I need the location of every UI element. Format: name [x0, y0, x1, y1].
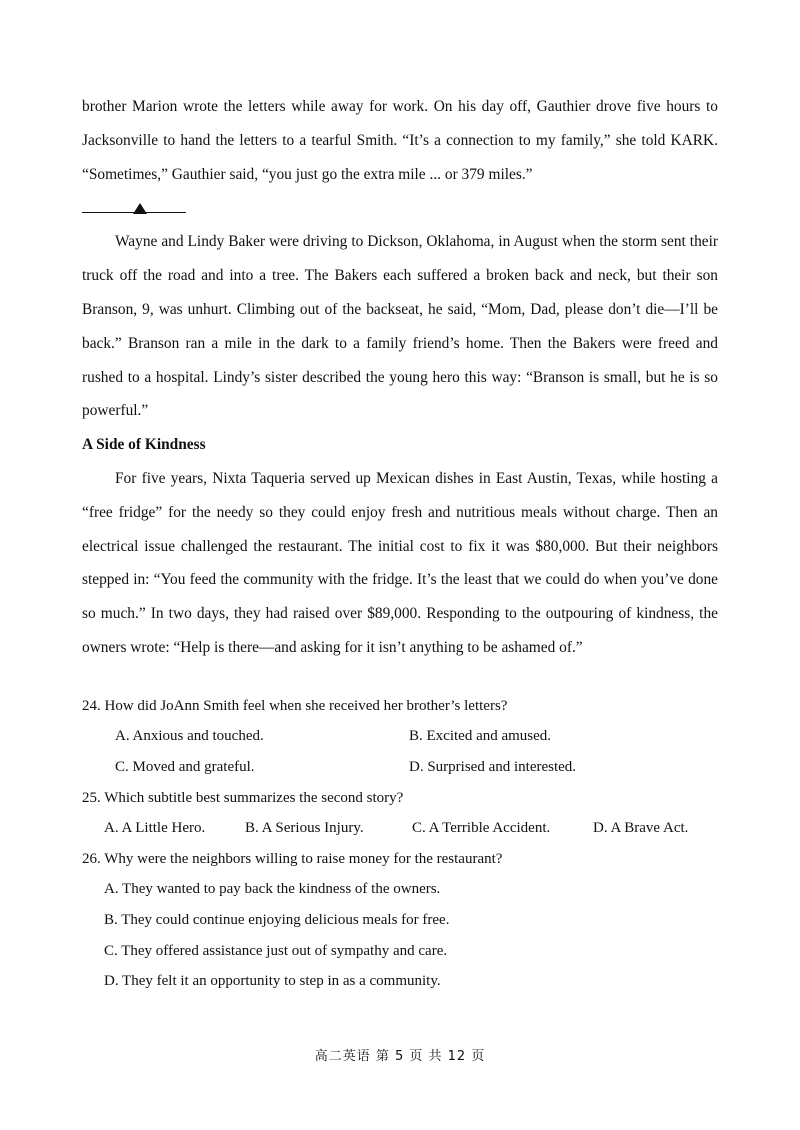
exam-page — [82, 90, 718, 997]
subtitle-blank — [82, 191, 718, 225]
q24-option-d: D. Surprised and interested. — [409, 758, 577, 775]
q26-option-b: B. They could continue enjoying delicious meals for free. — [104, 911, 450, 928]
q24-option-c: C. Moved and grateful. — [115, 758, 255, 775]
q26-option-a: A. They wanted to pay back the kindness of the owners. — [104, 881, 441, 898]
q25-option-c: C. A Terrible Accident. — [412, 820, 551, 837]
q24-option-a: A. Anxious and touched. — [115, 728, 264, 745]
q25-option-a: A. A Little Hero. — [104, 820, 206, 837]
triangle-icon — [133, 203, 147, 214]
q24-option-b: B. Excited and amused. — [409, 728, 552, 745]
q25-option-d: D. A Brave Act. — [593, 820, 689, 837]
question-25-stem: 25. Which subtitle best summarizes the second story? — [82, 789, 404, 806]
q26-option-c: C. They offered assistance just out of sympathy and care. — [104, 942, 448, 959]
page-footer: 高二英语 第 5 页 共 12 页 — [314, 1049, 486, 1064]
question-24-options-row-1 — [82, 721, 718, 752]
passage-paragraph-1: brother Marion wrote the letters while away for work. On his day off, Gauthier drove five hours to Jacksonville to hand the letters to a tearful Smith. “It’s a connection to my family,” she told KARK. “Sometimes,” Gauthier said, “you just go the extra mile ... or 379 miles.” — [82, 98, 718, 183]
question-24-stem: 24. How did JoAnn Smith feel when she received her brother’s letters? — [82, 697, 508, 714]
passage-paragraph-2: Wayne and Lindy Baker were driving to Dickson, Oklahoma, in August when the storm sent their truck off the road and into a tree. The Bakers each suffered a broken back and neck, but their son Branson, 9, was unhurt. Climbing out of the backseat, he said, “Mom, Dad, please don’t die—I’ll be back.” Branson ran a mile in the dark to a family friend’s home. Then the Bakers were freed and rushed to a hospital. Lindy’s sister described the young hero this way: “Branson is small, but he is so powerful.” — [82, 233, 718, 420]
passage-subtitle-3: A Side of Kindness — [82, 436, 206, 454]
passage-paragraph-3: For five years, Nixta Taqueria served up Mexican dishes in East Austin, Texas, while hosting a “free fridge” for the needy so they could enjoy fresh and nutritious meals without charge. Then an electrical issue challenged the restaurant. The initial cost to fix it was $80,000. But their neighbors stepped in: “You feed the community with the fridge. It’s the least that we could do when you’ve done so much.” In two days, they had raised over $89,000. Responding to the outpouring of kindness, the owners wrote: “Help is there—and asking for it isn’t anything to be ashamed of.” — [82, 469, 718, 656]
q26-option-d: D. They felt it an opportunity to step in as a community. — [104, 973, 441, 990]
question-26-stem: 26. Why were the neighbors willing to raise money for the restaurant? — [82, 850, 503, 867]
question-25-options — [82, 813, 718, 844]
q25-option-b: B. A Serious Injury. — [245, 820, 364, 837]
question-24-options-row-2 — [82, 752, 718, 783]
